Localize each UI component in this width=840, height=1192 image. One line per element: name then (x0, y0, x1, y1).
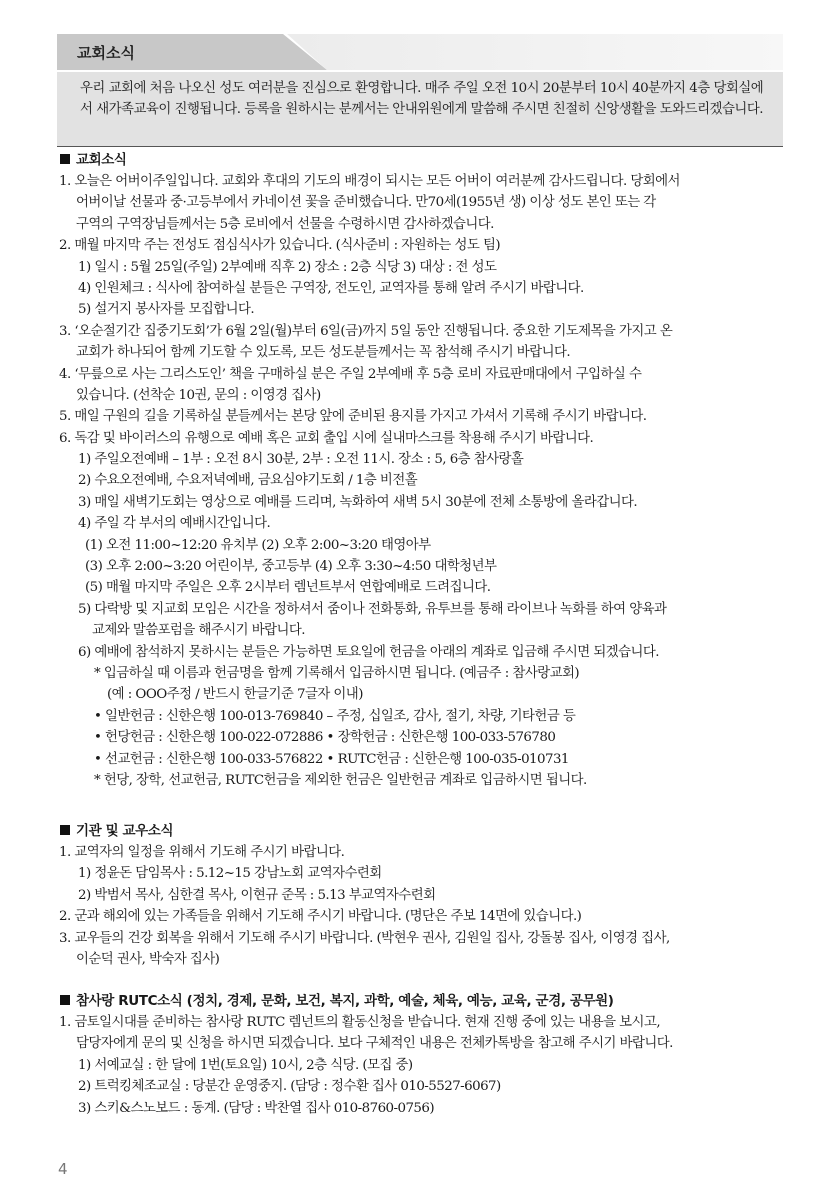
list-item: 6) 예배에 참석하지 못하시는 분들은 가능하면 토요일에 헌금을 아래의 계좌로 입금해 주시면 되겠습니다. (78, 644, 660, 660)
list-item: 3. ‘오순절기간 집중기도회’가 6월 2일(월)부터 6일(금)까지 5일 동안 진행됩니다. 중요한 기도제목을 가지고 온 (59, 323, 673, 339)
list-item: 6. 독감 및 바이러스의 유행으로 예배 혹은 교회 출입 시에 실내마스크를 착용해 주시기 바랍니다. (59, 430, 594, 446)
list-item: 2) 수요오전예배, 수요저녁예배, 금요심야기도회 / 1층 비전홀 (78, 473, 418, 489)
list-item: * 헌당, 장학, 선교헌금, RUTC헌금을 제외한 헌금은 일반헌금 계좌로 입금하시면 됩니다. (94, 772, 587, 788)
section-title (57, 150, 787, 171)
list-item: 2) 박범서 목사, 심한결 목사, 이현규 준목 : 5.13 부교역자수련회 (78, 887, 436, 903)
list-item: 5) 다락방 및 지교회 모임은 시간을 정하셔서 줌이나 전화통화, 유투브를 통해 라이브나 녹화를 하여 양육과 (78, 601, 667, 617)
square-bullet-icon (60, 154, 70, 164)
section-staff-news (57, 821, 787, 970)
list-item: 4) 인원체크 : 식사에 참여하실 분들은 구역장, 전도인, 교역자를 통해 알려 주시기 바랍니다. (78, 280, 584, 296)
list-item: 담당자에게 문의 및 신청을 하시면 되겠습니다. 보다 구체적인 내용은 전체카톡방을 참고해 주시기 바랍니다. (76, 1036, 673, 1052)
list-item: 1. 금토일시대를 준비하는 참사랑 RUTC 렘넌트의 활동신청을 받습니다. 현재 진행 중에 있는 내용을 보시고, (59, 1015, 661, 1030)
section-title-text: 교회소식 (76, 152, 127, 168)
list-item: • 헌당헌금 : 신한은행 100-022-072886 • 장학헌금 : 신한은행 100-033-576780 (94, 730, 556, 746)
list-item: 2. 매월 마지막 주는 전성도 점심식사가 있습니다. (식사준비 : 자원하는 성도 팀) (59, 238, 501, 254)
list-item: (3) 오후 2:00~3:20 어린이부, 중고등부 (4) 오후 3:30~4:50 대학청년부 (85, 559, 497, 575)
list-item: • 선교헌금 : 신한은행 100-033-576822 • RUTC헌금 : 신한은행 100-035-010731 (94, 751, 569, 767)
list-item: 1) 정윤돈 담임목사 : 5.12~15 강남노회 교역자수련회 (78, 866, 382, 882)
section-title-text: 기관 및 교우소식 (76, 823, 174, 839)
list-item: • 일반헌금 : 신한은행 100-013-769840 – 주정, 십일조, 감사, 절기, 차량, 기타헌금 등 (94, 708, 576, 724)
list-item: 3. 교우들의 건강 회복을 위해서 기도해 주시기 바랍니다. (박현우 권사, 김원일 집사, 강돌봉 집사, 이영경 집사, (59, 930, 670, 946)
list-item: 교제와 말씀포럼을 해주시기 바랍니다. (92, 623, 305, 639)
list-item: 5. 매일 구원의 길을 기록하실 분들께서는 본당 앞에 준비된 용지를 가지고 가셔서 기록해 주시기 바랍니다. (59, 409, 647, 425)
list-item: 5) 설거지 봉사자를 모집합니다. (78, 302, 255, 318)
header-band (287, 34, 783, 70)
header-bar (57, 34, 783, 70)
list-item: 2. 군과 해외에 있는 가족들을 위해서 기도해 주시기 바랍니다. (명단은 주보 14면에 있습니다.) (59, 909, 582, 925)
list-item: 1) 주일오전예배 – 1부 : 오전 8시 30분, 2부 : 오전 11시. 장소 : 5, 6층 참사랑홀 (78, 452, 524, 468)
list-item: (1) 오전 11:00~12:20 유치부 (2) 오후 2:00~3:20 태영아부 (85, 537, 431, 553)
list-item: 어버이날 선물과 중·고등부에서 카네이션 꽃을 준비했습니다. 만70세(1955년 생) 이상 성도 본인 또는 각 (76, 195, 656, 211)
list-item: 3) 매일 새벽기도회는 영상으로 예배를 드리며, 녹화하여 새벽 5시 30분에 전체 소통방에 올라갑니다. (78, 494, 638, 510)
list-item: 1) 일시 : 5월 25일(주일) 2부예배 직후 2) 장소 : 2층 식당 3) 대상 : 전 성도 (78, 259, 497, 275)
list-item: 있습니다. (선착순 10권, 문의 : 이영경 집사) (76, 387, 321, 403)
list-item: 1. 오늘은 어버이주일입니다. 교회와 후대의 기도의 배경이 되시는 모든 어버이 여러분께 감사드립니다. 당회에서 (59, 174, 680, 189)
page-number: 4 (58, 1160, 68, 1178)
page-title: 교회소식 (77, 44, 135, 62)
section-church-news (57, 150, 787, 791)
list-item: 2) 트럭킹체조교실 : 당분간 운영중지. (담당 : 정수환 집사 010-5527-6067) (78, 1079, 501, 1095)
list-item: 4) 주일 각 부서의 예배시간입니다. (78, 516, 271, 532)
welcome-box (57, 72, 783, 147)
list-item: 교회가 하나되어 함께 기도할 수 있도록, 모든 성도분들께서는 꼭 참석해 주시기 바랍니다. (76, 345, 571, 361)
welcome-text: 우리 교회에 처음 나오신 성도 여러분을 진심으로 환영합니다. 매주 주일 오전 10시 20분부터 10시 40분까지 4층 당회실에서 새가족교육이 진행됩니다. 등록을 원하시는 분께서는 안내위원에게 말씀해 주시면 친절히 신앙생활을 도와드리겠습니다. (80, 81, 764, 117)
list-item: * 입금하실 때 이름과 헌금명을 함께 기록해서 입금하시면 됩니다. (예금주 : 참사랑교회) (94, 665, 580, 681)
list-item: (5) 매월 마지막 주일은 오후 2시부터 렘넌트부서 연합예배로 드려집니다. (85, 580, 491, 596)
list-item: 구역의 구역장님들께서는 5층 로비에서 선물을 수령하시면 감사하겠습니다. (76, 216, 494, 232)
list-item: 1. 교역자의 일정을 위해서 기도해 주시기 바랍니다. (59, 845, 345, 860)
list-item: 3) 스키&스노보드 : 동계. (담당 : 박찬열 집사 010-8760-0756) (78, 1100, 435, 1116)
square-bullet-icon (60, 825, 70, 835)
list-item: 4. ‘무릎으로 사는 그리스도인’ 책을 구매하실 분은 주일 2부예배 후 5층 로비 자료판매대에서 구입하실 수 (59, 366, 642, 382)
section-title (57, 821, 787, 842)
square-bullet-icon (60, 995, 70, 1005)
section-rutc-news (57, 991, 787, 1119)
list-item: 이순덕 권사, 박숙자 집사) (76, 951, 220, 967)
section-title (57, 991, 787, 1012)
section-title-text: 참사랑 RUTC소식 (정치, 경제, 문화, 보건, 복지, 과학, 예술, 체육, 예능, 교육, 군경, 공무원) (76, 993, 614, 1009)
list-item: (예 : OOO주정 / 반드시 한글기준 7글자 이내) (107, 687, 363, 703)
list-item: 1) 서예교실 : 한 달에 1번(토요일) 10시, 2층 식당. (모집 중) (78, 1057, 413, 1073)
